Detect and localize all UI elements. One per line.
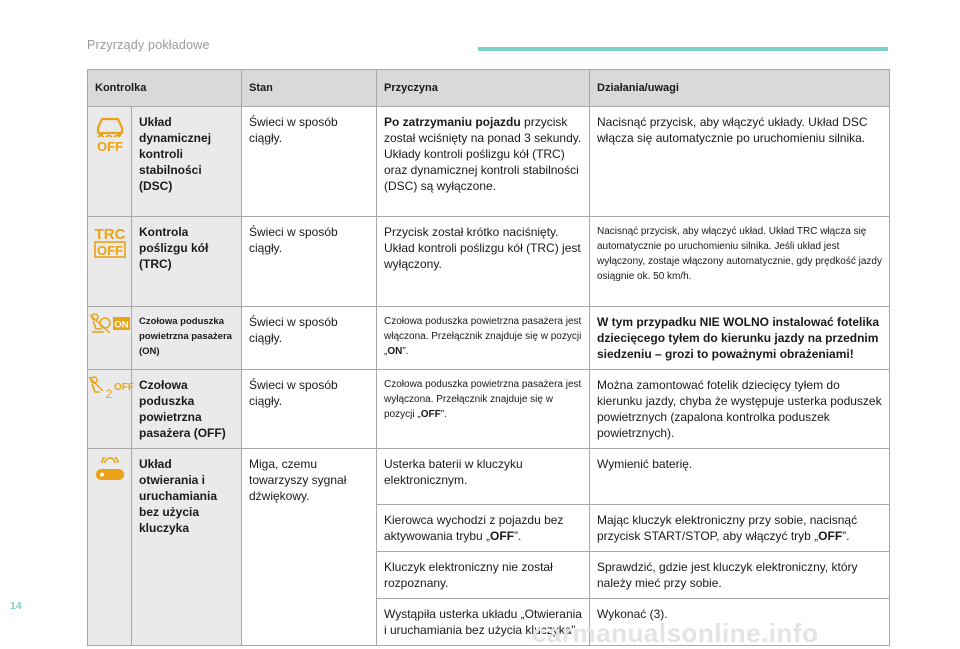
row-state: Świeci w sposób ciągły. — [242, 370, 377, 449]
row-cause: Wystąpiła usterka układu „Otwierania i uruchamiania bez użycia kluczyka”. — [377, 599, 590, 646]
trc-off-icon — [88, 225, 131, 259]
row-cause: Kierowca wychodzi z pojazdu bez aktywowania trybu „OFF”. — [377, 505, 590, 552]
row-name: Czołowa poduszka powietrzna pasażera (ON) — [132, 307, 242, 370]
row-cause: Czołowa poduszka powietrzna pasażera jest włączona. Przełącznik znajduje się w pozycji „ON”. — [377, 307, 590, 370]
row-cause: Czołowa poduszka powietrzna pasażera jest wyłączona. Przełącznik znajduje się w pozycji „OFF”. — [377, 370, 590, 449]
row-state: Miga, czemu towarzyszy sygnał dźwiękowy. — [242, 449, 377, 646]
table-row — [88, 217, 890, 307]
row-state: Świeci w sposób ciągły. — [242, 107, 377, 217]
section-title: Przyrządy pokładowe — [87, 38, 210, 52]
svg-text:ON: ON — [114, 319, 129, 331]
row-cause: Usterka baterii w kluczyku elektronicznym. — [377, 449, 590, 505]
row-name: Układ dynamicznej kontroli stabilności (DSC) — [132, 107, 242, 217]
page-number: 14 — [10, 600, 22, 612]
row-action: Można zamontować fotelik dziecięcy tyłem do kierunku jazdy, chyba że występuje usterka poduszek powietrznych (zapalona kontrolka poduszek powietrznych). — [590, 370, 890, 449]
row-action: Mając kluczyk elektroniczny przy sobie, nacisnąć przycisk START/STOP, aby włączyć tryb „OFF”. — [590, 505, 890, 552]
row-action: Wykonać (3). — [590, 599, 890, 646]
header-kontrolka: Kontrolka — [88, 70, 242, 107]
row-cause: Kluczyk elektroniczny nie został rozpoznany. — [377, 552, 590, 599]
svg-text:OFF: OFF — [114, 382, 134, 393]
header-przyczyna: Przyczyna — [377, 70, 590, 107]
row-state: Świeci w sposób ciągły. — [242, 217, 377, 307]
header-dzialania: Działania/uwagi — [590, 70, 890, 107]
header-accent-bar — [478, 47, 888, 51]
row-name: Czołowa poduszka powietrzna pasażera (OFF) — [132, 370, 242, 449]
row-action: W tym przypadku NIE WOLNO instalować fotelika dziecięcego tyłem do kierunku jazdy na przednim siedzeniu – grozi to poważnymi obrażeniami! — [590, 307, 890, 370]
warning-lights-table — [87, 69, 890, 646]
smart-key-icon — [88, 457, 131, 483]
row-cause: Po zatrzymaniu pojazdu przycisk został wciśnięty na ponad 3 sekundy. Układy kontroli poślizgu kół (TRC) oraz dynamicznej kontroli stabilności (DSC) są wyłączone. — [377, 107, 590, 217]
row-action: Nacisnąć przycisk, aby włączyć układ. Układ TRC włącza się automatycznie po uruchomieniu silnika. Jeśli układ jest wyłączony, zostaje włączony automatycznie, gdy prędkość jazdy osiągnie ok. 50 km/h. — [590, 217, 890, 307]
table-row — [88, 449, 890, 505]
dsc-off-icon — [88, 115, 131, 153]
table-row — [88, 370, 890, 449]
airbag-on-icon — [88, 313, 131, 335]
airbag-off-icon — [88, 376, 134, 400]
svg-text:OFF: OFF — [96, 243, 123, 258]
row-action: Sprawdzić, gdzie jest kluczyk elektroniczny, który należy mieć przy sobie. — [590, 552, 890, 599]
table-row — [88, 107, 890, 217]
watermark: carmanualsonline.info — [532, 618, 819, 648]
table-header-row — [88, 70, 890, 107]
row-cause: Przycisk został krótko naciśnięty. Układ kontroli poślizgu kół (TRC) jest wyłączony. — [377, 217, 590, 307]
row-action: Wymienić baterię. — [590, 449, 890, 505]
svg-text:OFF: OFF — [96, 139, 123, 153]
row-name: Kontrola poślizgu kół (TRC) — [132, 217, 242, 307]
svg-text:2: 2 — [105, 387, 113, 400]
table-row — [88, 307, 890, 370]
row-state: Świeci w sposób ciągły. — [242, 307, 377, 370]
header-stan: Stan — [242, 70, 377, 107]
svg-text:TRC: TRC — [94, 226, 125, 243]
row-action: Nacisnąć przycisk, aby włączyć układy. Układ DSC włącza się automatycznie po uruchomieniu silnika. — [590, 107, 890, 217]
row-name: Układ otwierania i uruchamiania bez użycia kluczyka — [132, 449, 242, 646]
